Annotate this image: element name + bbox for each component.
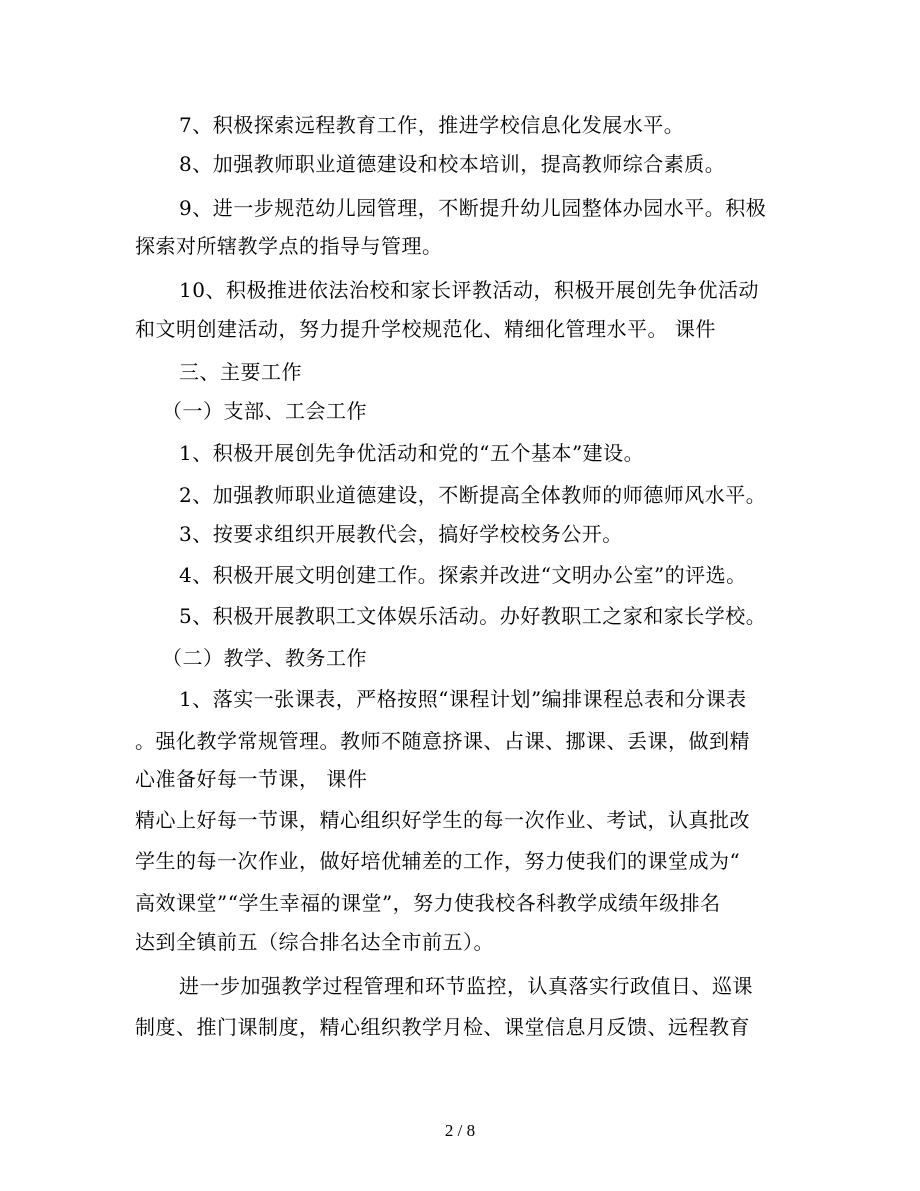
text-line-4: 探索对所辖教学点的指导与管理。 [135,234,443,258]
text-line-5: 10、积极推进依法治校和家长评教活动，积极开展创先争优活动 [179,278,759,302]
text-line-12: 4、积极开展文明创建工作。探索并改进“文明办公室”的评选。 [179,563,747,587]
text-line-13: 5、积极开展教职工文体娱乐活动。办好教职工之家和家长学校。 [179,604,767,628]
subsection-heading-2: （二）教学、教务工作 [162,646,367,670]
text-line-16: 。强化教学常规管理。教师不随意挤课、占课、挪课、丢课，做到精 [135,729,750,753]
text-line-1: 7、积极探索远程教育工作，推进学校信息化发展水平。 [179,113,685,137]
text-line-20: 高效课堂”“学生幸福的课堂”，努力使我校各科教学成绩年级排名 [135,891,721,915]
text-line-10: 2、加强教师职业道德建设，不断提高全体教师的师德师风水平。 [179,483,767,507]
text-line-17: 心准备好每一节课， 课件 [135,767,368,791]
text-line-11: 3、按要求组织开展教代会，搞好学校校务公开。 [179,522,623,546]
text-line-18: 精心上好每一节课，精心组织好学生的每一次作业、考试，认真批改 [135,808,750,832]
text-line-21: 达到全镇前五（综合排名达全市前五）。 [135,930,494,954]
text-line-22: 进一步加强教学过程管理和环节监控，认真落实行政值日、巡课 [179,974,753,998]
text-line-23: 制度、推门课制度，精心组织教学月检、课堂信息月反馈、远程教育 [135,1015,750,1039]
section-heading: 三、主要工作 [179,360,302,384]
subsection-heading-1: （一）支部、工会工作 [162,399,367,423]
page-number: 2 / 8 [444,1121,476,1140]
text-line-19: 学生的每一次作业，做好培优辅差的工作，努力使我们的课堂成为“ [135,849,741,873]
text-line-3: 9、进一步规范幼儿园管理，不断提升幼儿园整体办园水平。积极 [179,196,767,220]
text-line-15: 1、落实一张课表，严格按照“课程计划”编排课程总表和分课表 [179,687,747,711]
text-line-2: 8、加强教师职业道德建设和校本培训，提高教师综合素质。 [179,152,726,176]
text-line-6: 和文明创建活动，努力提升学校规范化、精细化管理水平。 课件 [135,317,716,341]
text-line-9: 1、积极开展创先争优活动和党的“五个基本”建设。 [179,441,645,465]
